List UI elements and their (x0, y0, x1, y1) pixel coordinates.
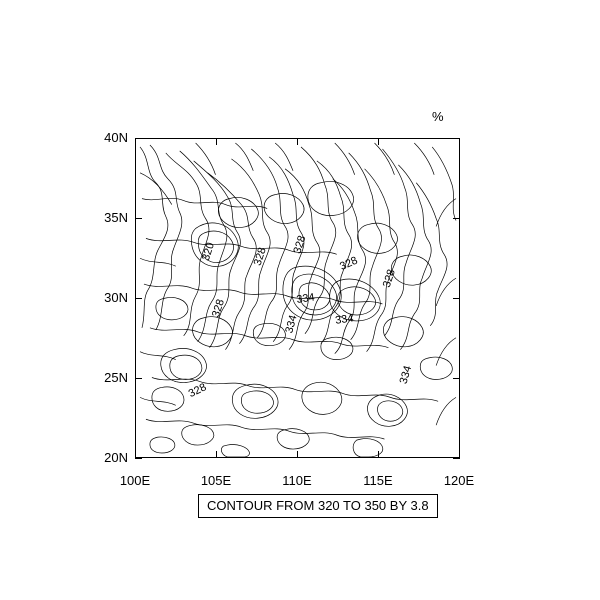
y-tick-mark (453, 378, 460, 379)
y-tick-mark (135, 378, 142, 379)
x-tick-mark (459, 138, 460, 145)
y-axis-tick-label: 20N (104, 450, 128, 465)
y-axis-tick-label: 25N (104, 370, 128, 385)
x-tick-mark (297, 138, 298, 145)
y-tick-mark (453, 218, 460, 219)
x-tick-mark (216, 138, 217, 145)
contour-label: 320 (199, 241, 218, 263)
y-axis-tick-label: 40N (104, 130, 128, 145)
contour-label: 334 (283, 313, 300, 335)
contour-label: 328 (209, 297, 227, 319)
contour-label: 334 (295, 291, 316, 306)
x-axis-tick-label: 105E (200, 473, 232, 488)
x-tick-mark (216, 451, 217, 458)
contour-plot-area (135, 138, 460, 458)
contour-label: 334 (397, 364, 415, 386)
x-tick-mark (135, 451, 136, 458)
x-axis-tick-label: 110E (282, 473, 312, 488)
contour-label: 328 (380, 267, 398, 289)
contour-range-caption: CONTOUR FROM 320 TO 350 BY 3.8 (198, 494, 438, 518)
y-tick-mark (453, 458, 460, 459)
contour-label: 328 (251, 246, 269, 268)
y-axis-tick-label: 35N (104, 210, 128, 225)
x-tick-mark (297, 451, 298, 458)
contour-label: 328 (291, 234, 309, 256)
units-label: % (432, 109, 444, 124)
y-tick-mark (135, 458, 142, 459)
y-tick-mark (453, 298, 460, 299)
x-tick-mark (378, 138, 379, 145)
contour-label: 334 (334, 312, 355, 327)
contour-lines (136, 139, 459, 457)
x-axis-tick-label: 120E (443, 473, 475, 488)
y-axis-tick-label: 30N (104, 290, 128, 305)
contour-label: 328 (186, 381, 209, 401)
x-axis-tick-label: 115E (363, 473, 393, 488)
x-tick-mark (459, 451, 460, 458)
y-tick-mark (135, 218, 142, 219)
x-axis-tick-label: 100E (119, 473, 151, 488)
x-tick-mark (378, 451, 379, 458)
y-tick-mark (135, 298, 142, 299)
x-tick-mark (135, 138, 136, 145)
contour-label: 328 (338, 254, 360, 273)
